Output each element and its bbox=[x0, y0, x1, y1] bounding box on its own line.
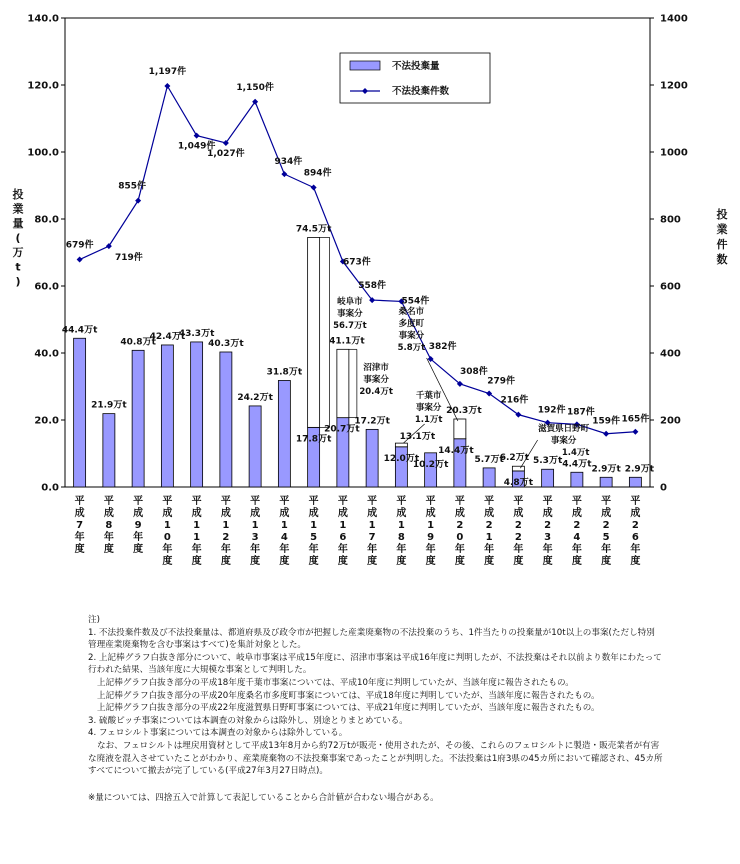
x-tick-label bbox=[162, 494, 172, 567]
x-tick-label-char: 2 bbox=[514, 532, 522, 543]
x-tick-label bbox=[221, 494, 231, 567]
x-tick-label bbox=[279, 494, 289, 567]
x-tick-label-char: 平 bbox=[484, 496, 495, 507]
case-label: 855件 bbox=[118, 181, 147, 192]
x-tick-label-char: 度 bbox=[250, 556, 261, 567]
x-tick-label-char: 年 bbox=[484, 544, 495, 555]
x-tick-label-char: 成 bbox=[571, 508, 582, 519]
callout-kuwana: 多度町 bbox=[398, 319, 425, 329]
x-tick-label-char: 成 bbox=[454, 508, 465, 519]
left-axis-tick-label: 80.0 bbox=[34, 214, 59, 226]
right-axis-title-char: 件 bbox=[716, 238, 728, 251]
case-label: 165件 bbox=[621, 414, 650, 425]
x-tick-label bbox=[601, 494, 611, 567]
note-3: 3. 硫酸ピッチ事案については本調査の対象からは除外し、別途とりまとめている。 bbox=[88, 715, 408, 726]
x-tick-label-char: 5 bbox=[310, 532, 318, 543]
right-axis-title-char: 業 bbox=[716, 223, 728, 236]
total-volume-label: 74.5万t bbox=[295, 224, 332, 235]
x-tick-label-char: 度 bbox=[396, 556, 407, 567]
x-tick-label-char: 3 bbox=[251, 532, 259, 543]
bar-volume bbox=[132, 350, 144, 487]
left-axis-tick-label: 20.0 bbox=[34, 415, 59, 427]
x-tick-label-char: 度 bbox=[308, 556, 319, 567]
case-label: 934件 bbox=[274, 157, 303, 168]
callout-numazu: 20.4万t bbox=[359, 387, 393, 397]
volume-label: 20.7万t bbox=[324, 424, 360, 435]
note-rounding: ※量については、四捨五入で計算して表記していることから合計値が合わない場合がある。 bbox=[88, 792, 439, 803]
callout-numazu: 事案分 bbox=[363, 375, 389, 385]
callout-chiba: 千葉市 bbox=[415, 391, 442, 401]
case-marker bbox=[77, 257, 83, 263]
x-tick-label-char: 1 bbox=[310, 520, 318, 531]
bar-hollow-portion bbox=[337, 349, 349, 417]
callout-gifu: 岐阜市 bbox=[337, 297, 363, 307]
callout-gifu: 56.7万t bbox=[333, 321, 367, 331]
bar-volume bbox=[542, 469, 554, 487]
case-marker bbox=[311, 185, 317, 191]
x-tick-label-char: 年 bbox=[133, 532, 144, 543]
x-tick-label-char: 度 bbox=[220, 556, 231, 567]
x-tick-label-char: 平 bbox=[630, 496, 641, 507]
x-tick-label-char: 5 bbox=[602, 532, 610, 543]
x-tick-label-char: 2 bbox=[514, 520, 522, 531]
case-marker bbox=[194, 133, 200, 139]
callout-numazu: 沼津市 bbox=[363, 363, 389, 373]
note-2-kuwana: 上記棒グラフ白抜き部分の平成20年度桑名市多度町事案については、平成18年度に判明していたが、当該年度に報告されたもの。 bbox=[97, 690, 600, 701]
note-2-shiga: 上記棒グラフ白抜き部分の平成22年度滋賀県日野町事案については、平成21年度に判明していたが、当該年度に報告されたもの。 bbox=[97, 703, 600, 714]
left-axis-title-char: ( bbox=[15, 231, 21, 245]
legend bbox=[340, 53, 490, 103]
x-tick-label-char: 4 bbox=[280, 532, 288, 543]
x-tick-label-char: 成 bbox=[513, 508, 524, 519]
x-tick-label-char: 成 bbox=[191, 508, 202, 519]
x-tick-label-char: 度 bbox=[601, 556, 612, 567]
x-tick-label-char: 年 bbox=[279, 544, 290, 555]
x-tick-label bbox=[484, 494, 494, 567]
right-axis-tick-label: 400 bbox=[660, 348, 681, 360]
x-tick-label-char: 2 bbox=[222, 532, 230, 543]
case-label: 554件 bbox=[401, 296, 430, 307]
case-marker bbox=[603, 431, 609, 437]
x-tick-label-char: 年 bbox=[396, 544, 407, 555]
left-axis-tick-label: 100.0 bbox=[27, 147, 59, 159]
callout-gifu: 事案分 bbox=[337, 309, 363, 319]
x-tick-label bbox=[250, 494, 260, 567]
x-tick-label-char: 度 bbox=[133, 544, 144, 555]
note-4-detail: なお、フェロシルトは埋戻用資材として平成13年8月から約72万tが販売・使用されたが、その後、これらのフェロシルトに製造・販売業者が有害な廃液を混入させていたことがわかり、産業廃棄物の不法投棄事案であったことが判明した。不法投棄は1府3県の45カ所において確認され、45カ所すべてについて撤去が完了している(平成27年3月27日時点)。 bbox=[88, 740, 663, 777]
right-axis-tick-label: 0 bbox=[660, 482, 667, 494]
callout-shiga: 1.4万t bbox=[561, 448, 590, 458]
x-tick-label bbox=[513, 494, 523, 567]
volume-label: 40.8万t bbox=[120, 337, 156, 348]
case-label: 679件 bbox=[65, 240, 94, 251]
bar-hollow-portion bbox=[512, 466, 524, 471]
case-label: 382件 bbox=[428, 342, 457, 353]
x-tick-label-char: 成 bbox=[103, 508, 114, 519]
left-axis-title-char: t bbox=[15, 260, 21, 274]
case-marker bbox=[135, 198, 141, 204]
case-label: 279件 bbox=[487, 376, 516, 387]
right-axis-title bbox=[717, 207, 728, 266]
x-tick-label bbox=[133, 494, 143, 555]
bar-volume bbox=[571, 472, 583, 487]
x-tick-label-char: 7 bbox=[76, 520, 84, 531]
left-axis-title-char: 投 bbox=[12, 188, 24, 201]
x-tick-label bbox=[309, 494, 319, 567]
bar-volume bbox=[161, 345, 173, 487]
x-tick-label-char: 1 bbox=[339, 520, 347, 531]
x-tick-label-char: 度 bbox=[279, 556, 290, 567]
x-tick-label-char: 年 bbox=[454, 544, 465, 555]
x-tick-label-char: 成 bbox=[250, 508, 261, 519]
x-tick-label-char: 1 bbox=[163, 520, 171, 531]
legend-swatch-bar bbox=[350, 61, 380, 70]
bar-hollow-portion bbox=[454, 419, 466, 439]
right-axis-title-char: 投 bbox=[716, 208, 728, 221]
x-tick-label-char: 平 bbox=[337, 496, 348, 507]
callout-kuwana: 桑名市 bbox=[398, 307, 425, 317]
x-tick-label-char: 度 bbox=[484, 556, 495, 567]
x-tick-label-char: 年 bbox=[601, 544, 612, 555]
x-tick-label-char: 年 bbox=[571, 544, 582, 555]
x-tick-label-char: 平 bbox=[513, 496, 524, 507]
case-marker bbox=[164, 83, 170, 89]
x-tick-label-char: 年 bbox=[513, 544, 524, 555]
x-tick-label-char: 成 bbox=[162, 508, 173, 519]
x-tick-label-char: 6 bbox=[339, 532, 347, 543]
x-tick-label-char: 度 bbox=[630, 556, 641, 567]
volume-label: 5.7万t bbox=[474, 454, 504, 465]
note-2: 2. 上記棒グラフ白抜き部分について、岐阜市事案は平成15年度に、沼津市事案は平成16年度に判明したが、不法投棄はそれ以前より数年にわたって行われた結果、当該年度に大規模な事案として判明した。 bbox=[88, 652, 662, 676]
x-tick-label-char: 成 bbox=[484, 508, 495, 519]
x-tick-label-char: 年 bbox=[542, 544, 553, 555]
x-tick-label-char: 成 bbox=[308, 508, 319, 519]
x-tick-label-char: 成 bbox=[601, 508, 612, 519]
bar-volume bbox=[483, 468, 495, 487]
legend-label-volume: 不法投棄量 bbox=[392, 61, 440, 72]
volume-label: 2.9万t bbox=[591, 464, 621, 475]
x-tick-label-char: 8 bbox=[105, 520, 113, 531]
note-4: 4. フェロシルト事案については本調査の対象からは除外している。 bbox=[88, 728, 348, 739]
x-tick-label-char: 年 bbox=[337, 544, 348, 555]
volume-label: 12.0万t bbox=[383, 453, 420, 464]
notes bbox=[88, 614, 663, 804]
x-tick-label-char: 平 bbox=[367, 496, 378, 507]
bar-volume bbox=[191, 342, 203, 487]
x-tick-label-char: 成 bbox=[367, 508, 378, 519]
volume-label: 2.9万t bbox=[624, 464, 654, 475]
x-tick-label-char: 度 bbox=[191, 556, 202, 567]
case-label: 1,197件 bbox=[148, 67, 187, 78]
case-label: 673件 bbox=[342, 257, 371, 268]
volume-label: 24.2万t bbox=[237, 392, 273, 403]
x-tick-label-char: 年 bbox=[103, 532, 114, 543]
x-tick-label bbox=[396, 494, 406, 567]
x-tick-label-char: 年 bbox=[630, 544, 641, 555]
x-tick-label-char: 成 bbox=[74, 508, 85, 519]
x-tick-label-char: 2 bbox=[631, 520, 639, 531]
x-tick-label-char: 1 bbox=[251, 520, 259, 531]
x-tick-label-char: 平 bbox=[133, 496, 144, 507]
volume-label: 44.4万t bbox=[61, 325, 98, 336]
x-tick-label-char: 成 bbox=[396, 508, 407, 519]
x-tick-label-char: 年 bbox=[162, 544, 173, 555]
x-tick-label-char: 度 bbox=[367, 556, 378, 567]
x-tick-label-char: 度 bbox=[337, 556, 348, 567]
volume-label: 17.2万t bbox=[354, 416, 390, 427]
bar-volume bbox=[425, 453, 437, 487]
x-tick-label-char: 2 bbox=[485, 520, 493, 531]
x-tick-label-char: 平 bbox=[220, 496, 231, 507]
x-tick-label-char: 平 bbox=[191, 496, 202, 507]
callout-kuwana: 5.8万t bbox=[397, 343, 426, 353]
x-tick-label-char: 6 bbox=[631, 532, 639, 543]
x-tick-label-char: 7 bbox=[368, 532, 376, 543]
x-tick-label-char: 成 bbox=[220, 508, 231, 519]
x-tick-label-char: 年 bbox=[308, 544, 319, 555]
x-tick-label-char: 3 bbox=[544, 532, 552, 543]
x-tick-label-char: 平 bbox=[425, 496, 436, 507]
case-label: 719件 bbox=[114, 253, 143, 264]
x-tick-label-char: 1 bbox=[280, 520, 288, 531]
x-tick-label-char: 成 bbox=[542, 508, 553, 519]
left-axis-tick-label: 60.0 bbox=[34, 281, 59, 293]
x-tick-label-char: 0 bbox=[163, 532, 171, 543]
left-axis-title-char: 業 bbox=[12, 202, 24, 216]
total-volume-label: 20.3万t bbox=[446, 405, 482, 416]
x-tick-label-char: 度 bbox=[571, 556, 582, 567]
x-tick-label bbox=[572, 494, 582, 567]
x-tick-label-char: 成 bbox=[425, 508, 436, 519]
case-label: 1,027件 bbox=[207, 148, 245, 159]
x-tick-label-char: 1 bbox=[222, 520, 230, 531]
x-tick-label-char: 平 bbox=[571, 496, 582, 507]
x-tick-label-char: 平 bbox=[279, 496, 290, 507]
volume-label: 17.8万t bbox=[295, 434, 332, 445]
left-axis-tick-label: 120.0 bbox=[27, 80, 59, 92]
x-tick-label-char: 平 bbox=[542, 496, 553, 507]
callout-shiga: 滋賀県日野町 bbox=[538, 424, 590, 434]
right-axis-tick-label: 1200 bbox=[660, 80, 688, 92]
note-2-chiba: 上記棒グラフ白抜き部分の平成18年度千葉市事案については、平成10年度に判明していたが、当該年度に報告されたもの。 bbox=[97, 677, 574, 688]
bar-volume bbox=[629, 477, 641, 487]
left-axis-title-char: 万 bbox=[12, 246, 24, 259]
case-label: 558件 bbox=[358, 281, 387, 292]
total-volume-label: 41.1万t bbox=[329, 336, 365, 347]
x-tick-label-char: 平 bbox=[103, 496, 114, 507]
left-axis-tick-label: 140.0 bbox=[27, 13, 59, 25]
x-tick-label-char: 9 bbox=[427, 532, 435, 543]
x-tick-label bbox=[192, 494, 202, 567]
x-tick-label-char: 度 bbox=[103, 544, 114, 555]
case-label: 192件 bbox=[537, 405, 566, 416]
case-label: 216件 bbox=[500, 395, 529, 406]
callout-chiba: 事案分 bbox=[415, 403, 442, 413]
bar-volume bbox=[366, 429, 378, 487]
volume-label: 21.9万t bbox=[91, 400, 127, 411]
total-volume-label: 13.1万t bbox=[399, 432, 436, 443]
x-tick-label-char: 1 bbox=[368, 520, 376, 531]
right-axis-tick-label: 200 bbox=[660, 415, 681, 427]
x-tick-label-char: 度 bbox=[162, 556, 173, 567]
bar-hollow-portion bbox=[308, 237, 320, 427]
bar-volume bbox=[278, 380, 290, 487]
x-tick-label bbox=[338, 494, 348, 567]
case-marker bbox=[632, 429, 638, 435]
left-axis-tick-label: 40.0 bbox=[34, 348, 59, 360]
volume-label: 42.4万t bbox=[149, 331, 186, 342]
x-tick-label-char: 成 bbox=[630, 508, 641, 519]
x-tick-label-char: 平 bbox=[396, 496, 407, 507]
right-axis-tick-label: 1400 bbox=[660, 13, 688, 25]
x-tick-label-char: 年 bbox=[74, 532, 85, 543]
case-label: 894件 bbox=[303, 168, 332, 179]
case-label: 187件 bbox=[566, 407, 595, 418]
x-tick-label-char: 4 bbox=[573, 532, 581, 543]
x-tick-label-char: 2 bbox=[456, 520, 464, 531]
x-tick-label bbox=[455, 494, 465, 567]
left-axis-title-char: 量 bbox=[12, 217, 24, 230]
x-tick-label-char: 平 bbox=[601, 496, 612, 507]
x-tick-label-char: 0 bbox=[456, 532, 464, 543]
legend-label-cases: 不法投棄件数 bbox=[392, 86, 450, 97]
notes-heading: 注) bbox=[88, 615, 100, 625]
right-axis-tick-label: 800 bbox=[660, 214, 681, 226]
x-tick-label bbox=[630, 494, 640, 567]
case-marker bbox=[281, 171, 287, 177]
x-tick-label-char: 平 bbox=[74, 496, 85, 507]
volume-label: 14.4万t bbox=[438, 445, 474, 456]
bar-volume bbox=[74, 338, 86, 487]
x-tick-label-char: 2 bbox=[573, 520, 581, 531]
bar-volume bbox=[220, 352, 232, 487]
volume-label: 4.8万t bbox=[503, 477, 533, 488]
x-tick-label-char: 平 bbox=[454, 496, 465, 507]
x-tick-label-char: 8 bbox=[397, 532, 405, 543]
note-1: 1. 不法投棄件数及び不法投棄量は、都道府県及び政令市が把握した産業廃棄物の不法投棄のうち、1件当たりの投棄量が10t以上の事案(ただし特別管理産業廃棄物を含む事案はすべて)を集計対象とした。 bbox=[88, 627, 655, 651]
volume-label: 5.3万t bbox=[533, 456, 563, 467]
total-volume-label: 6.2万t bbox=[499, 453, 529, 464]
x-tick-label bbox=[543, 494, 553, 567]
x-tick-label-char: 度 bbox=[74, 544, 85, 555]
x-tick-label bbox=[104, 494, 114, 555]
x-tick-label-char: 年 bbox=[220, 544, 231, 555]
x-tick-label-char: 年 bbox=[425, 544, 436, 555]
x-tick-label-char: 2 bbox=[544, 520, 552, 531]
right-axis-tick-label: 1000 bbox=[660, 147, 688, 159]
x-tick-label-char: 年 bbox=[250, 544, 261, 555]
case-label: 1,049件 bbox=[177, 141, 216, 152]
x-tick-label-char: 成 bbox=[133, 508, 144, 519]
x-tick-label-char: 平 bbox=[308, 496, 319, 507]
x-tick-label-char: 成 bbox=[337, 508, 348, 519]
right-axis-tick-label: 600 bbox=[660, 281, 681, 293]
case-label: 1,150件 bbox=[236, 82, 274, 93]
x-tick-label-char: 平 bbox=[250, 496, 261, 507]
case-label: 159件 bbox=[592, 416, 621, 427]
case-label: 308件 bbox=[459, 366, 488, 377]
x-tick-label-char: 1 bbox=[193, 520, 201, 531]
volume-label: 43.3万t bbox=[178, 328, 215, 339]
bar-hollow-portion bbox=[395, 443, 407, 447]
x-tick-label-char: 成 bbox=[279, 508, 290, 519]
x-tick-label-char: 年 bbox=[191, 544, 202, 555]
x-tick-label-char: 1 bbox=[485, 532, 493, 543]
x-tick-label-char: 2 bbox=[602, 520, 610, 531]
volume-label: 40.3万t bbox=[208, 338, 244, 349]
x-tick-label-char: 度 bbox=[513, 556, 524, 567]
right-axis-title-char: 数 bbox=[716, 253, 728, 266]
left-axis-tick-label: 0.0 bbox=[41, 482, 59, 494]
case-marker bbox=[106, 243, 112, 249]
callout-chiba: 1.1万t bbox=[414, 415, 443, 425]
x-tick-label bbox=[426, 494, 436, 567]
callout-kuwana: 事案分 bbox=[398, 331, 425, 341]
x-tick-label-char: 年 bbox=[367, 544, 378, 555]
bar-volume bbox=[103, 414, 115, 487]
callout-shiga: 事案分 bbox=[550, 436, 577, 446]
left-axis-title bbox=[13, 187, 24, 288]
left-axis-title-char: ) bbox=[15, 275, 21, 288]
bar-volume bbox=[600, 477, 612, 487]
volume-label: 4.4万t bbox=[562, 459, 592, 470]
x-tick-label-char: 1 bbox=[427, 520, 435, 531]
x-tick-label-char: 1 bbox=[397, 520, 405, 531]
volume-label: 10.2万t bbox=[412, 459, 449, 470]
x-tick-label-char: 度 bbox=[454, 556, 465, 567]
x-tick-label bbox=[367, 494, 377, 567]
x-tick-label-char: 度 bbox=[542, 556, 553, 567]
x-tick-label-char: 度 bbox=[425, 556, 436, 567]
volume-label: 31.8万t bbox=[266, 367, 303, 378]
x-tick-label-char: 9 bbox=[134, 520, 142, 531]
bar-volume bbox=[249, 406, 261, 487]
x-tick-label bbox=[75, 494, 85, 555]
x-tick-label-char: 平 bbox=[162, 496, 173, 507]
x-tick-label-char: 1 bbox=[193, 532, 201, 543]
